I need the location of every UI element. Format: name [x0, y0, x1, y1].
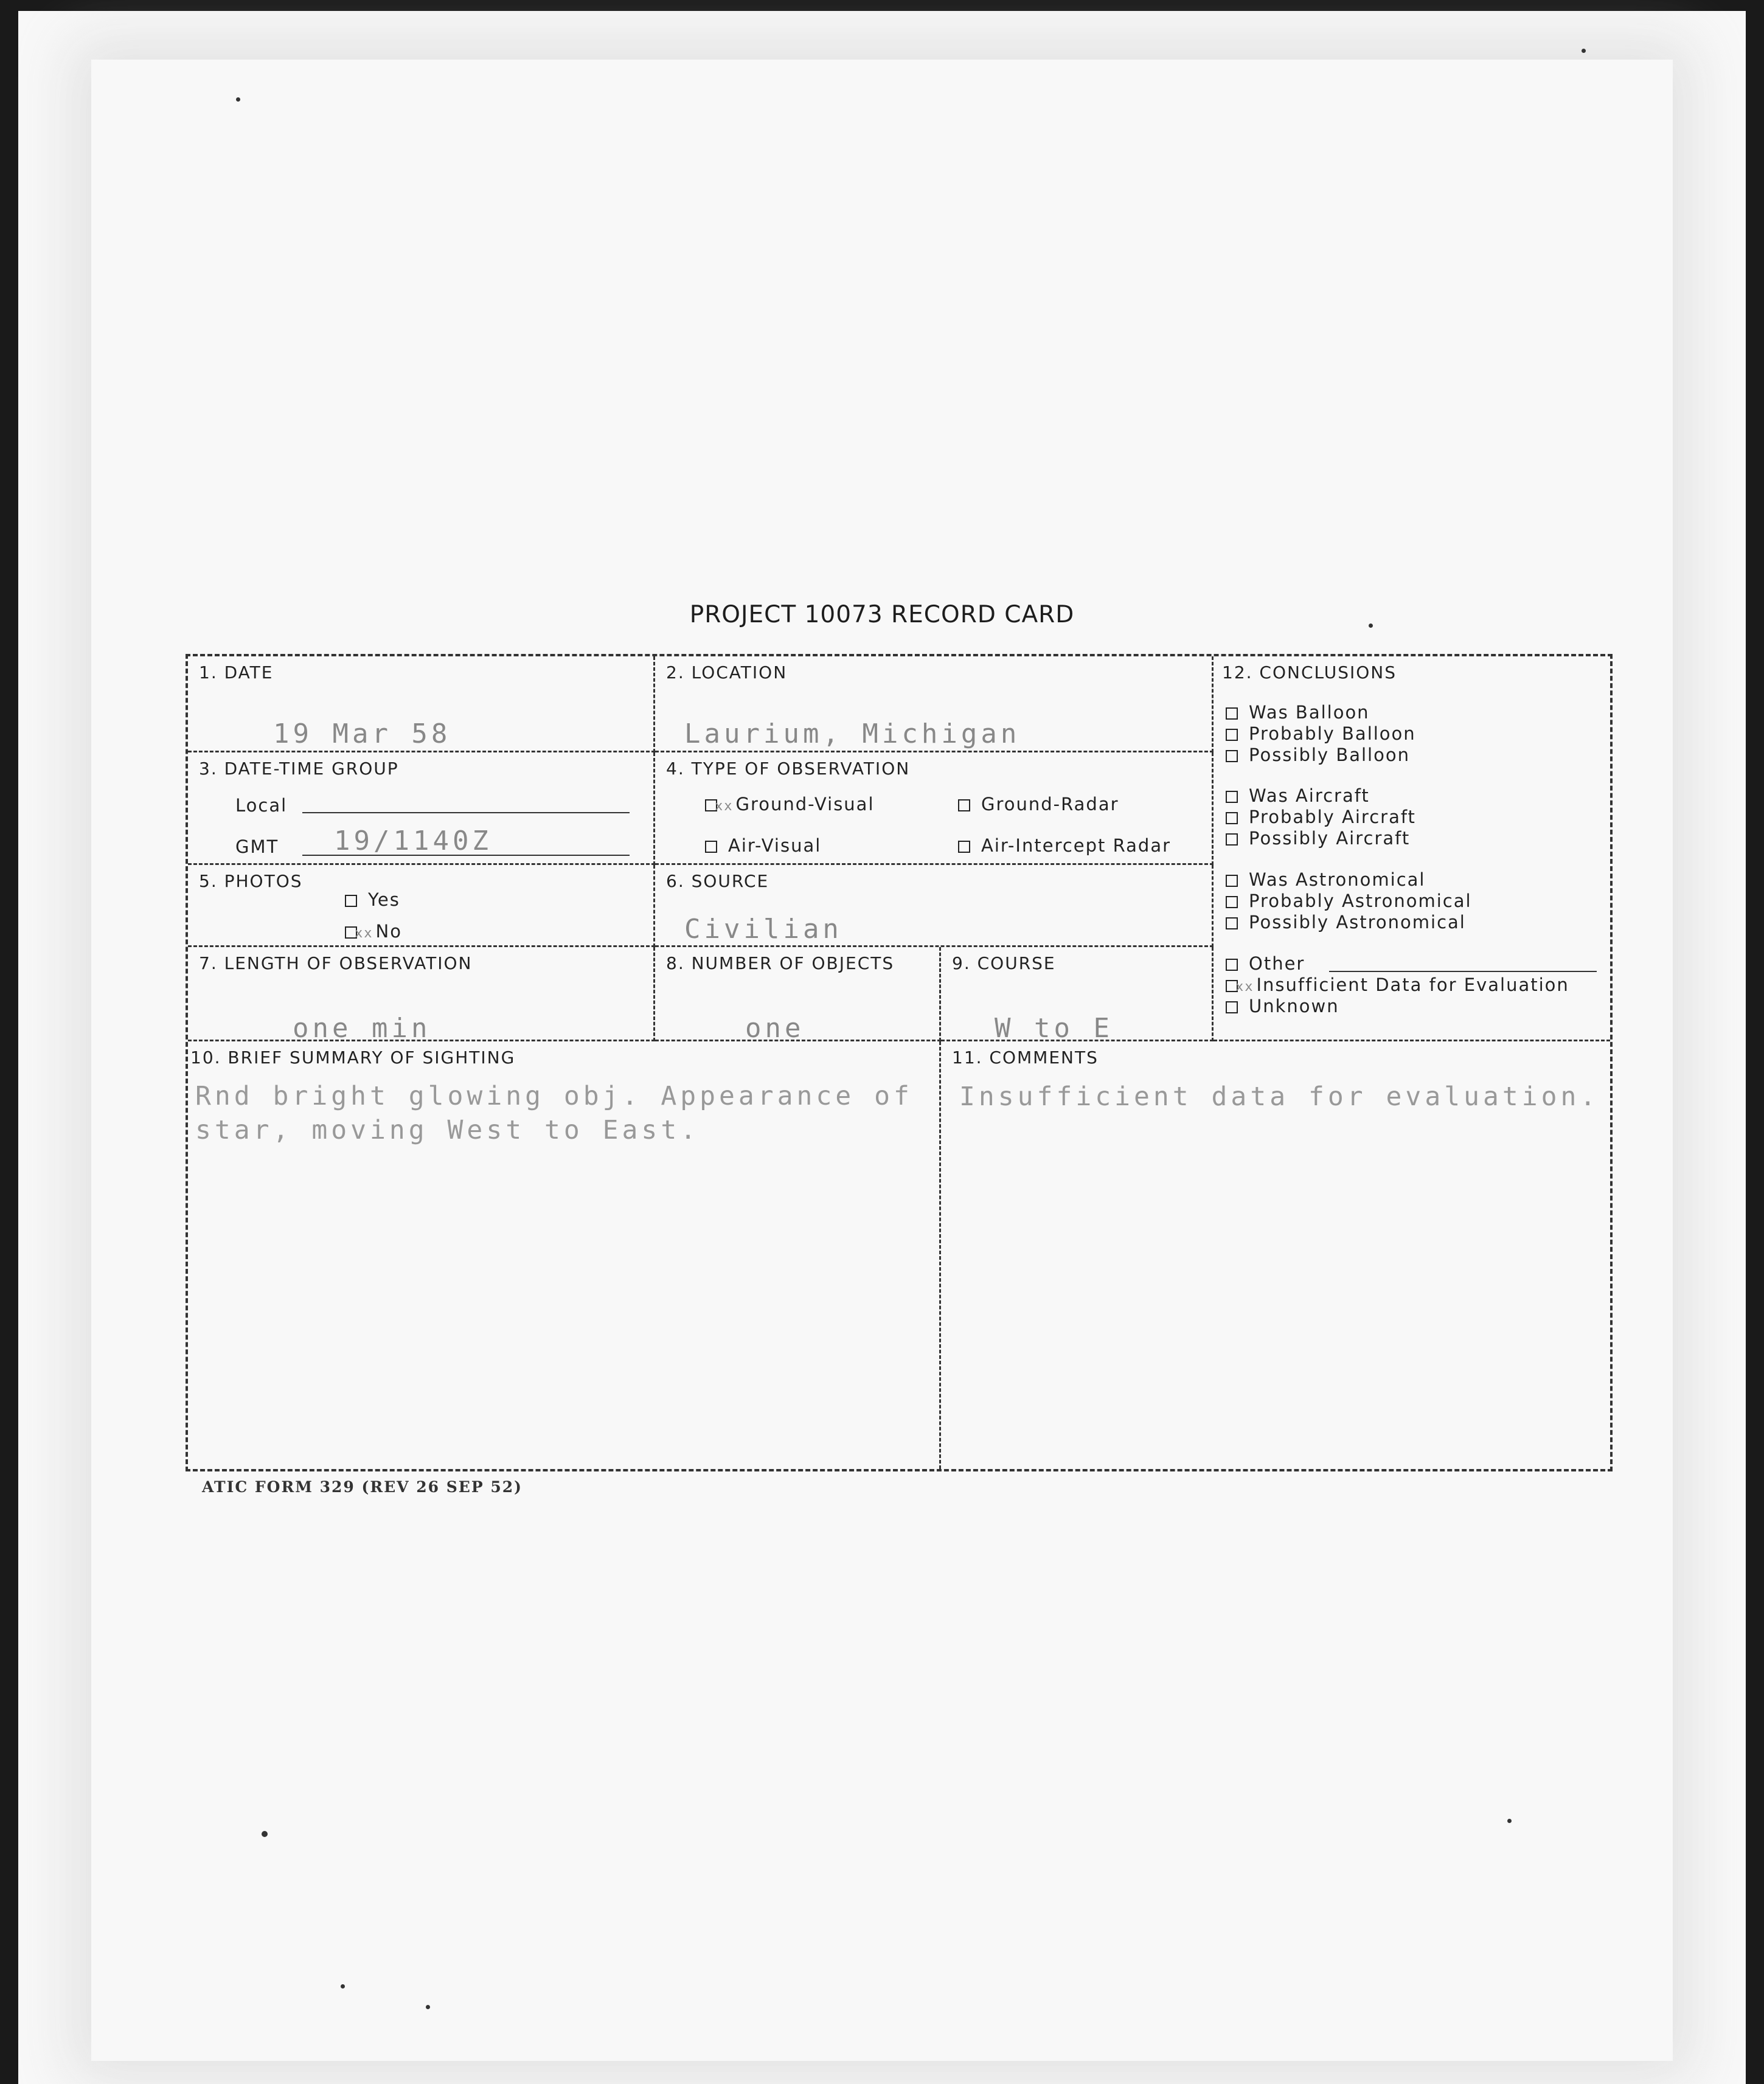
number-of-objects-label: 8. NUMBER OF OBJECTS [666, 953, 895, 973]
checkbox-icon [1226, 707, 1238, 720]
conclusion-insufficient-data[interactable] [1226, 974, 1569, 995]
date-label: 1. DATE [199, 662, 274, 683]
option-label: Possibly Aircraft [1249, 828, 1411, 849]
conclusions-label: 12. CONCLUSIONS [1222, 662, 1397, 683]
option-ground-visual[interactable] [705, 794, 875, 814]
card-title: PROJECT 10073 RECORD CARD [689, 601, 1075, 628]
date-cell [188, 656, 655, 752]
number-of-objects-cell [655, 947, 941, 1044]
option-label: Insufficient Data for Evaluation [1256, 974, 1569, 995]
location-label: 2. LOCATION [666, 662, 788, 683]
conclusion-possibly-aircraft[interactable] [1226, 828, 1410, 849]
option-label: Unknown [1249, 996, 1339, 1016]
conclusion-was-aircraft[interactable] [1226, 785, 1370, 806]
conclusion-was-astronomical[interactable] [1226, 869, 1425, 890]
length-of-observation-value: one min [293, 1013, 431, 1044]
option-label: Yes [368, 889, 400, 910]
option-label: Ground-Radar [981, 794, 1119, 814]
gmt-label: GMT [235, 836, 279, 857]
option-air-intercept-radar[interactable] [958, 835, 1171, 856]
option-photos-yes[interactable] [345, 889, 400, 910]
course-label: 9. COURSE [952, 953, 1056, 973]
record-card [186, 654, 1613, 1471]
option-label: Probably Astronomical [1249, 891, 1472, 911]
number-of-objects-value: one [745, 1013, 805, 1044]
conclusion-probably-balloon[interactable] [1226, 723, 1416, 744]
type-of-observation-label: 4. TYPE OF OBSERVATION [666, 759, 911, 779]
date-time-group-label: 3. DATE-TIME GROUP [199, 759, 399, 779]
length-of-observation-cell [188, 947, 655, 1044]
conclusion-other[interactable] [1226, 953, 1305, 974]
option-photos-no[interactable] [345, 921, 402, 942]
dust-speck [1582, 49, 1586, 53]
summary-label: 10. BRIEF SUMMARY OF SIGHTING [190, 1047, 516, 1068]
conclusion-possibly-balloon[interactable] [1226, 745, 1410, 765]
dust-speck [236, 97, 240, 102]
option-label: Air-Intercept Radar [981, 835, 1172, 856]
typed-check-mark: xx [1235, 979, 1254, 995]
conclusion-unknown[interactable] [1226, 996, 1339, 1016]
conclusions-cell [1214, 656, 1610, 1041]
course-value: W to E [995, 1013, 1113, 1044]
comments-label: 11. COMMENTS [952, 1047, 1099, 1068]
checkbox-icon [1226, 1001, 1238, 1013]
source-value: Civilian [684, 914, 842, 945]
option-label: Possibly Astronomical [1249, 912, 1466, 933]
local-label: Local [235, 795, 288, 816]
location-value: Laurium, Michigan [684, 718, 1021, 749]
option-label: No [375, 921, 402, 942]
checkbox-icon [1226, 959, 1238, 971]
checkbox-icon [1226, 750, 1238, 762]
checkbox-icon [1226, 833, 1238, 846]
length-of-observation-label: 7. LENGTH OF OBSERVATION [199, 953, 473, 973]
location-cell [655, 656, 1214, 752]
option-label: Was Balloon [1249, 702, 1370, 723]
checkbox-icon [345, 895, 357, 907]
comments-cell [941, 1041, 1610, 1469]
other-underline [1329, 971, 1597, 972]
option-label: Was Aircraft [1249, 785, 1370, 806]
option-label: Was Astronomical [1249, 869, 1426, 890]
option-label: Ground-Visual [735, 794, 875, 814]
dust-speck [262, 1831, 268, 1837]
source-label: 6. SOURCE [666, 871, 769, 891]
checkbox-icon [1226, 875, 1238, 887]
option-label: Air-Visual [728, 835, 822, 856]
typed-check-mark: xx [715, 799, 734, 814]
dust-speck [1507, 1819, 1512, 1823]
type-of-observation-cell [655, 752, 1214, 865]
option-label: Possibly Balloon [1249, 745, 1410, 765]
option-label: Other [1249, 953, 1305, 974]
date-time-group-cell [188, 752, 655, 865]
conclusion-possibly-astronomical[interactable] [1226, 912, 1466, 933]
date-value: 19 Mar 58 [273, 718, 451, 749]
form-number: ATIC FORM 329 (REV 26 SEP 52) [202, 1478, 523, 1496]
checkbox-icon [1226, 896, 1238, 908]
typed-check-mark: xx [355, 926, 373, 941]
option-air-visual[interactable] [705, 835, 821, 856]
checkbox-icon [1226, 729, 1238, 741]
checkbox-icon [1226, 812, 1238, 824]
source-cell [655, 865, 1214, 947]
checkbox-icon [1226, 917, 1238, 929]
photos-label: 5. PHOTOS [199, 871, 303, 891]
gmt-value: 19/1140Z [334, 825, 492, 856]
option-label: Probably Balloon [1249, 723, 1416, 744]
option-ground-radar[interactable] [958, 794, 1119, 814]
summary-value: Rnd bright glowing obj. Appearance of star, moving West to East. [195, 1081, 913, 1145]
dust-speck [1369, 623, 1373, 628]
photos-cell [188, 865, 655, 947]
conclusion-was-balloon[interactable] [1226, 702, 1370, 723]
course-cell [941, 947, 1214, 1044]
option-label: Probably Aircraft [1249, 807, 1416, 827]
conclusion-probably-astronomical[interactable] [1226, 891, 1472, 911]
conclusion-probably-aircraft[interactable] [1226, 807, 1416, 827]
checkbox-icon [705, 841, 717, 853]
dust-speck [341, 1984, 345, 1988]
checkbox-icon [958, 799, 970, 811]
local-underline [302, 812, 630, 813]
dust-speck [426, 2005, 430, 2009]
checkbox-icon [958, 841, 970, 853]
summary-cell [188, 1041, 941, 1469]
checkbox-icon [1226, 791, 1238, 803]
comments-value: Insufficient data for evaluation. [959, 1082, 1600, 1112]
